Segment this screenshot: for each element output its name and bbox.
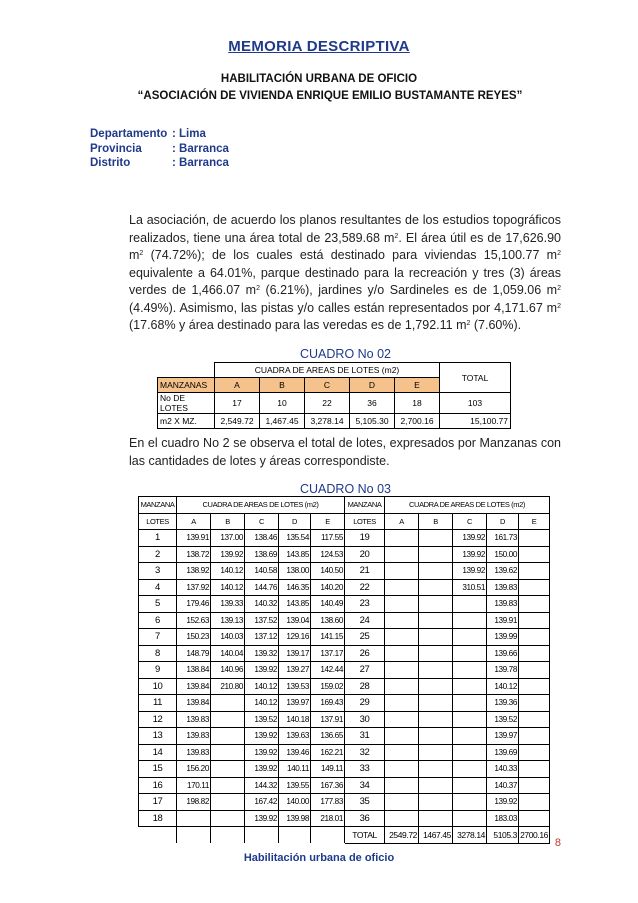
lote-area-cell: 144.32 [245, 777, 279, 794]
cuadro3-group-header: CUADRA DE AREAS DE LOTES (m2) [177, 497, 345, 514]
lote-area-cell: 138.60 [311, 612, 345, 629]
lote-area-cell [211, 711, 245, 728]
cuadro2-total-header: TOTAL [440, 363, 511, 393]
lote-area-cell: 138.84 [177, 662, 211, 679]
lote-area-cell [385, 629, 419, 646]
lote-area-cell [519, 794, 550, 811]
lote-area-cell: 124.53 [311, 546, 345, 563]
area-cell: 2,700.16 [395, 414, 440, 429]
lote-area-cell [519, 728, 550, 745]
lote-area-cell [419, 777, 453, 794]
lote-area-cell [211, 777, 245, 794]
lote-area-cell: 140.12 [211, 563, 245, 580]
lote-area-cell [519, 777, 550, 794]
lote-area-cell: 139.92 [453, 546, 487, 563]
table-row [139, 629, 550, 646]
lote-area-cell: 139.04 [279, 612, 311, 629]
lote-area-cell [519, 810, 550, 827]
lote-area-cell [419, 530, 453, 547]
table-row [139, 761, 550, 778]
table-row [139, 612, 550, 629]
lote-area-cell: 146.35 [279, 579, 311, 596]
lote-area-cell: 139.97 [279, 695, 311, 712]
lote-area-cell: 137.12 [245, 629, 279, 646]
lote-area-cell: 138.92 [177, 563, 211, 580]
lote-number: 6 [139, 612, 177, 629]
row-header: m2 X MZ. [158, 414, 215, 429]
lote-area-cell [385, 579, 419, 596]
lote-area-cell: 139.27 [279, 662, 311, 679]
location-provincia [90, 143, 229, 155]
row-header: No DE LOTES [158, 393, 215, 414]
table-row [139, 662, 550, 679]
lote-area-cell [419, 645, 453, 662]
lote-area-cell: 139.98 [279, 810, 311, 827]
lote-number: 22 [345, 579, 385, 596]
row-header: MANZANAS [158, 378, 215, 393]
lote-area-cell [419, 596, 453, 613]
lote-area-cell: 140.12 [245, 678, 279, 695]
lote-area-cell: 139.83 [487, 579, 519, 596]
lote-number: 15 [139, 761, 177, 778]
association-name: “ASOCIACIÓN DE VIVIENDA ENRIQUE EMILIO BUSTAMANTE REYES” [137, 90, 523, 102]
lote-number: 17 [139, 794, 177, 811]
lote-area-cell: 140.37 [487, 777, 519, 794]
lote-number: 2 [139, 546, 177, 563]
column-header: A [177, 513, 211, 530]
table-row [139, 794, 550, 811]
lote-area-cell: 139.92 [245, 810, 279, 827]
lote-number: 28 [345, 678, 385, 695]
lote-area-cell: 142.44 [311, 662, 345, 679]
lote-area-cell: 156.20 [177, 761, 211, 778]
location-value: : Barranca [172, 143, 229, 155]
lotes-cell: 22 [305, 393, 350, 414]
lote-area-cell [385, 810, 419, 827]
location-departamento [90, 128, 206, 140]
location-label: Distrito [90, 157, 131, 169]
lote-area-cell: 167.36 [311, 777, 345, 794]
lote-area-cell [453, 678, 487, 695]
lote-area-cell [385, 678, 419, 695]
lote-area-cell [385, 612, 419, 629]
lote-number: 34 [345, 777, 385, 794]
table-row [139, 579, 550, 596]
column-header: E [311, 513, 345, 530]
table-row [139, 711, 550, 728]
lote-area-cell: 140.11 [279, 761, 311, 778]
lote-area-cell [211, 794, 245, 811]
lotes-cell: 36 [350, 393, 395, 414]
lote-area-cell [419, 563, 453, 580]
lote-area-cell: 140.58 [245, 563, 279, 580]
lote-area-cell [419, 711, 453, 728]
table-row [139, 777, 550, 794]
lote-area-cell: 137.91 [311, 711, 345, 728]
lote-area-cell: 139.92 [245, 744, 279, 761]
lote-area-cell [419, 695, 453, 712]
lote-area-cell [419, 612, 453, 629]
lote-number: 26 [345, 645, 385, 662]
lote-area-cell [519, 761, 550, 778]
lote-area-cell: 149.11 [311, 761, 345, 778]
lote-area-cell: 136.65 [311, 728, 345, 745]
area-cell: 1,467.45 [260, 414, 305, 429]
lote-area-cell: 141.15 [311, 629, 345, 646]
lote-area-cell: 139.53 [279, 678, 311, 695]
lote-number: 14 [139, 744, 177, 761]
lote-area-cell: 139.69 [487, 744, 519, 761]
lote-number: 32 [345, 744, 385, 761]
lote-area-cell: 139.83 [177, 728, 211, 745]
lote-area-cell: 150.23 [177, 629, 211, 646]
lote-area-cell [453, 695, 487, 712]
lote-area-cell: 167.42 [245, 794, 279, 811]
lote-area-cell: 139.13 [211, 612, 245, 629]
lote-area-cell: 139.62 [487, 563, 519, 580]
lote-area-cell: 139.36 [487, 695, 519, 712]
lote-area-cell: 139.32 [245, 645, 279, 662]
lote-area-cell: 140.20 [311, 579, 345, 596]
lote-area-cell: 177.83 [311, 794, 345, 811]
lote-area-cell [453, 810, 487, 827]
page-footer: Habilitación urbana de oficio [243, 852, 395, 864]
column-header: E [519, 513, 550, 530]
lote-area-cell: 137.00 [211, 530, 245, 547]
lote-number: 1 [139, 530, 177, 547]
document-title: MEMORIA DESCRIPTIVA [228, 38, 410, 55]
location-value: : Barranca [172, 157, 229, 169]
lote-number: 29 [345, 695, 385, 712]
lote-area-cell: 140.12 [245, 695, 279, 712]
lote-area-cell: 162.21 [311, 744, 345, 761]
cuadro2-explanation: En el cuadro No 2 se observa el total de lotes, expresados por Manzanas con las cantidades de lotes y áreas correspondiste. [129, 436, 561, 468]
column-header: C [453, 513, 487, 530]
area-cell: 5,105.30 [350, 414, 395, 429]
lote-area-cell [385, 596, 419, 613]
lote-area-cell [385, 530, 419, 547]
lote-number: 5 [139, 596, 177, 613]
lote-area-cell [385, 711, 419, 728]
lote-area-cell [419, 810, 453, 827]
lote-area-cell: 144.76 [245, 579, 279, 596]
lote-area-cell: 140.32 [245, 596, 279, 613]
column-header: C [245, 513, 279, 530]
area-description-paragraph: La asociación, de acuerdo los planos resultantes de los estudios topográficos realizados, tiene una área total de 23,589.68 $m^2$. El área útil es de 17,626.90 $m^2$ (74.72%); de los cuales está destinado para viviendas 15,100.77 $m^2$ equivalente a 64.01%, parque destinado para la recreación y tres (3) áreas verdes de 1,466.07 $m^2$ (6.21%), jardines y/o Sardineles es de 1,059.06 $m^2$ (4.49%). Asimismo, las pistas y/o calles están representados por 4,171.67 $m^2$ (17.68% y área destinado para las veredas es de 1,792.11 $m^2$ (7.60%). [129, 213, 561, 332]
lote-area-cell [453, 645, 487, 662]
lote-number: 9 [139, 662, 177, 679]
lote-number: 35 [345, 794, 385, 811]
lote-area-cell [519, 645, 550, 662]
lote-area-cell [211, 761, 245, 778]
table-row [139, 645, 550, 662]
table-row [139, 596, 550, 613]
lote-area-cell: 138.72 [177, 546, 211, 563]
lote-area-cell [519, 695, 550, 712]
total-cell: 3278.14 [453, 827, 487, 844]
area-cell: 2,549.72 [215, 414, 260, 429]
lote-area-cell [385, 794, 419, 811]
lote-area-cell: 139.91 [177, 530, 211, 547]
column-header: A [385, 513, 419, 530]
lote-area-cell: 129.16 [279, 629, 311, 646]
lote-area-cell: 138.00 [279, 563, 311, 580]
lote-area-cell [211, 810, 245, 827]
lotes-total: 103 [440, 393, 511, 414]
lote-area-cell [211, 728, 245, 745]
lote-area-cell [385, 662, 419, 679]
lote-number: 16 [139, 777, 177, 794]
total-label: TOTAL [345, 827, 385, 844]
lotes-header: LOTES [139, 513, 177, 530]
lote-area-cell [385, 728, 419, 745]
table-row [139, 546, 550, 563]
lote-area-cell: 139.92 [453, 530, 487, 547]
column-header: B [419, 513, 453, 530]
lote-area-cell: 137.52 [245, 612, 279, 629]
lote-number: 20 [345, 546, 385, 563]
table-row [139, 810, 550, 827]
location-value: : Lima [172, 128, 206, 140]
cuadro2-caption: CUADRO No 02 [300, 347, 391, 361]
lote-area-cell [419, 761, 453, 778]
lote-area-cell: 139.97 [487, 728, 519, 745]
lote-area-cell: 161.73 [487, 530, 519, 547]
lote-area-cell: 140.49 [311, 596, 345, 613]
lote-area-cell [385, 546, 419, 563]
cuadro3-table [138, 496, 550, 844]
lote-area-cell [453, 612, 487, 629]
lote-area-cell: 139.63 [279, 728, 311, 745]
lote-area-cell [453, 596, 487, 613]
lote-area-cell [211, 744, 245, 761]
lote-area-cell [519, 629, 550, 646]
total-cell: 5105.3 [487, 827, 519, 844]
manzana-header: MANZANA [139, 497, 177, 514]
lote-area-cell: 139.83 [177, 711, 211, 728]
document-subtitle: HABILITACIÓN URBANA DE OFICIO [220, 73, 418, 85]
lote-area-cell: 139.84 [177, 678, 211, 695]
lote-area-cell [453, 629, 487, 646]
lote-area-cell [519, 612, 550, 629]
lote-area-cell: 139.52 [245, 711, 279, 728]
lote-area-cell [453, 777, 487, 794]
page-number: 8 [554, 837, 561, 849]
lote-area-cell [519, 546, 550, 563]
lote-area-cell: 137.92 [177, 579, 211, 596]
lote-area-cell: 139.52 [487, 711, 519, 728]
manzana-cell: D [350, 378, 395, 393]
lote-area-cell [519, 662, 550, 679]
lote-area-cell: 139.84 [177, 695, 211, 712]
lote-area-cell: 139.46 [279, 744, 311, 761]
lote-area-cell [519, 711, 550, 728]
cuadro3-caption: CUADRO No 03 [300, 482, 391, 496]
lote-number: 3 [139, 563, 177, 580]
lote-number: 31 [345, 728, 385, 745]
lote-area-cell [419, 662, 453, 679]
column-header: D [279, 513, 311, 530]
location-label: Departamento [90, 128, 168, 140]
lote-area-cell [419, 629, 453, 646]
lote-area-cell: 139.92 [211, 546, 245, 563]
manzana-header: MANZANA [345, 497, 385, 514]
lote-area-cell: 140.00 [279, 794, 311, 811]
lote-number: 25 [345, 629, 385, 646]
lote-area-cell: 210.80 [211, 678, 245, 695]
lotes-cell: 10 [260, 393, 305, 414]
lotes-cell: 18 [395, 393, 440, 414]
lote-number: 24 [345, 612, 385, 629]
lote-area-cell [385, 645, 419, 662]
lote-area-cell: 140.50 [311, 563, 345, 580]
column-header: D [487, 513, 519, 530]
lote-number: 10 [139, 678, 177, 695]
table-row [139, 744, 550, 761]
lote-area-cell: 139.17 [279, 645, 311, 662]
area-cell: 3,278.14 [305, 414, 350, 429]
lote-area-cell [419, 744, 453, 761]
lote-area-cell [177, 810, 211, 827]
lote-area-cell: 150.00 [487, 546, 519, 563]
lote-area-cell [519, 530, 550, 547]
lote-number: 12 [139, 711, 177, 728]
lote-area-cell: 135.54 [279, 530, 311, 547]
column-header: B [211, 513, 245, 530]
lote-area-cell [419, 794, 453, 811]
lote-area-cell: 139.33 [211, 596, 245, 613]
lote-area-cell [519, 744, 550, 761]
lote-area-cell: 140.12 [487, 678, 519, 695]
lote-area-cell [453, 728, 487, 745]
lote-area-cell: 139.92 [453, 563, 487, 580]
lote-area-cell: 140.03 [211, 629, 245, 646]
lote-area-cell: 139.78 [487, 662, 519, 679]
lote-area-cell [453, 744, 487, 761]
cuadro2-table [157, 362, 511, 429]
location-label: Provincia [90, 143, 142, 155]
lote-area-cell [385, 744, 419, 761]
lote-area-cell: 148.79 [177, 645, 211, 662]
lote-number: 8 [139, 645, 177, 662]
cuadro3-group-header: CUADRA DE AREAS DE LOTES (m2) [385, 497, 550, 514]
lote-area-cell [453, 761, 487, 778]
lote-area-cell: 139.91 [487, 612, 519, 629]
lote-number: 13 [139, 728, 177, 745]
lote-area-cell [519, 596, 550, 613]
lote-area-cell: 140.12 [211, 579, 245, 596]
lote-number: 11 [139, 695, 177, 712]
lote-area-cell: 139.83 [177, 744, 211, 761]
lote-area-cell [519, 579, 550, 596]
lote-area-cell: 140.18 [279, 711, 311, 728]
lote-area-cell [519, 563, 550, 580]
lote-area-cell [385, 695, 419, 712]
lote-area-cell: 169.43 [311, 695, 345, 712]
table-row [139, 728, 550, 745]
lote-area-cell [419, 678, 453, 695]
manzana-cell: B [260, 378, 305, 393]
lote-area-cell: 138.46 [245, 530, 279, 547]
lote-area-cell [453, 662, 487, 679]
lotes-header: LOTES [345, 513, 385, 530]
lote-area-cell [453, 711, 487, 728]
lote-area-cell [419, 546, 453, 563]
lote-number: 19 [345, 530, 385, 547]
lote-area-cell: 310.51 [453, 579, 487, 596]
lote-area-cell: 179.46 [177, 596, 211, 613]
table-row [139, 530, 550, 547]
cuadro2-group-header: CUADRA DE AREAS DE LOTES (m2) [215, 363, 440, 378]
manzana-cell: C [305, 378, 350, 393]
lote-area-cell: 218.01 [311, 810, 345, 827]
lote-area-cell: 143.85 [279, 596, 311, 613]
manzana-cell: E [395, 378, 440, 393]
lote-number: 21 [345, 563, 385, 580]
lote-area-cell: 140.33 [487, 761, 519, 778]
lote-area-cell: 159.02 [311, 678, 345, 695]
lotes-cell: 17 [215, 393, 260, 414]
lote-area-cell [385, 777, 419, 794]
lote-number: 4 [139, 579, 177, 596]
lote-number: 23 [345, 596, 385, 613]
lote-area-cell [453, 794, 487, 811]
lote-area-cell: 170.11 [177, 777, 211, 794]
lote-area-cell: 138.69 [245, 546, 279, 563]
lote-area-cell [385, 563, 419, 580]
total-cell: 2700.16 [519, 827, 550, 844]
lote-area-cell: 139.66 [487, 645, 519, 662]
lote-area-cell: 140.04 [211, 645, 245, 662]
areas-total: 15,100.77 [440, 414, 511, 429]
table-row [139, 695, 550, 712]
lote-area-cell: 139.99 [487, 629, 519, 646]
location-distrito [90, 157, 229, 169]
lote-area-cell: 152.63 [177, 612, 211, 629]
lote-area-cell: 143.85 [279, 546, 311, 563]
table-row [139, 563, 550, 580]
lote-area-cell: 139.92 [245, 662, 279, 679]
lote-area-cell [519, 678, 550, 695]
lote-area-cell: 140.96 [211, 662, 245, 679]
manzana-cell: A [215, 378, 260, 393]
lote-area-cell [211, 695, 245, 712]
total-cell: 1467.45 [419, 827, 453, 844]
lote-area-cell: 139.92 [245, 761, 279, 778]
table-row [139, 678, 550, 695]
lote-number: 7 [139, 629, 177, 646]
lote-number: 18 [139, 810, 177, 827]
lote-area-cell: 117.55 [311, 530, 345, 547]
lote-area-cell [419, 579, 453, 596]
lote-area-cell: 183.03 [487, 810, 519, 827]
lote-area-cell [385, 761, 419, 778]
lote-area-cell: 139.55 [279, 777, 311, 794]
lote-number: 36 [345, 810, 385, 827]
lote-area-cell: 139.92 [245, 728, 279, 745]
lote-area-cell: 198.82 [177, 794, 211, 811]
lote-area-cell: 139.83 [487, 596, 519, 613]
lote-area-cell [419, 728, 453, 745]
lote-number: 27 [345, 662, 385, 679]
lote-number: 30 [345, 711, 385, 728]
lote-area-cell: 137.17 [311, 645, 345, 662]
lote-number: 33 [345, 761, 385, 778]
total-cell: 2549.72 [385, 827, 419, 844]
lote-area-cell: 139.92 [487, 794, 519, 811]
